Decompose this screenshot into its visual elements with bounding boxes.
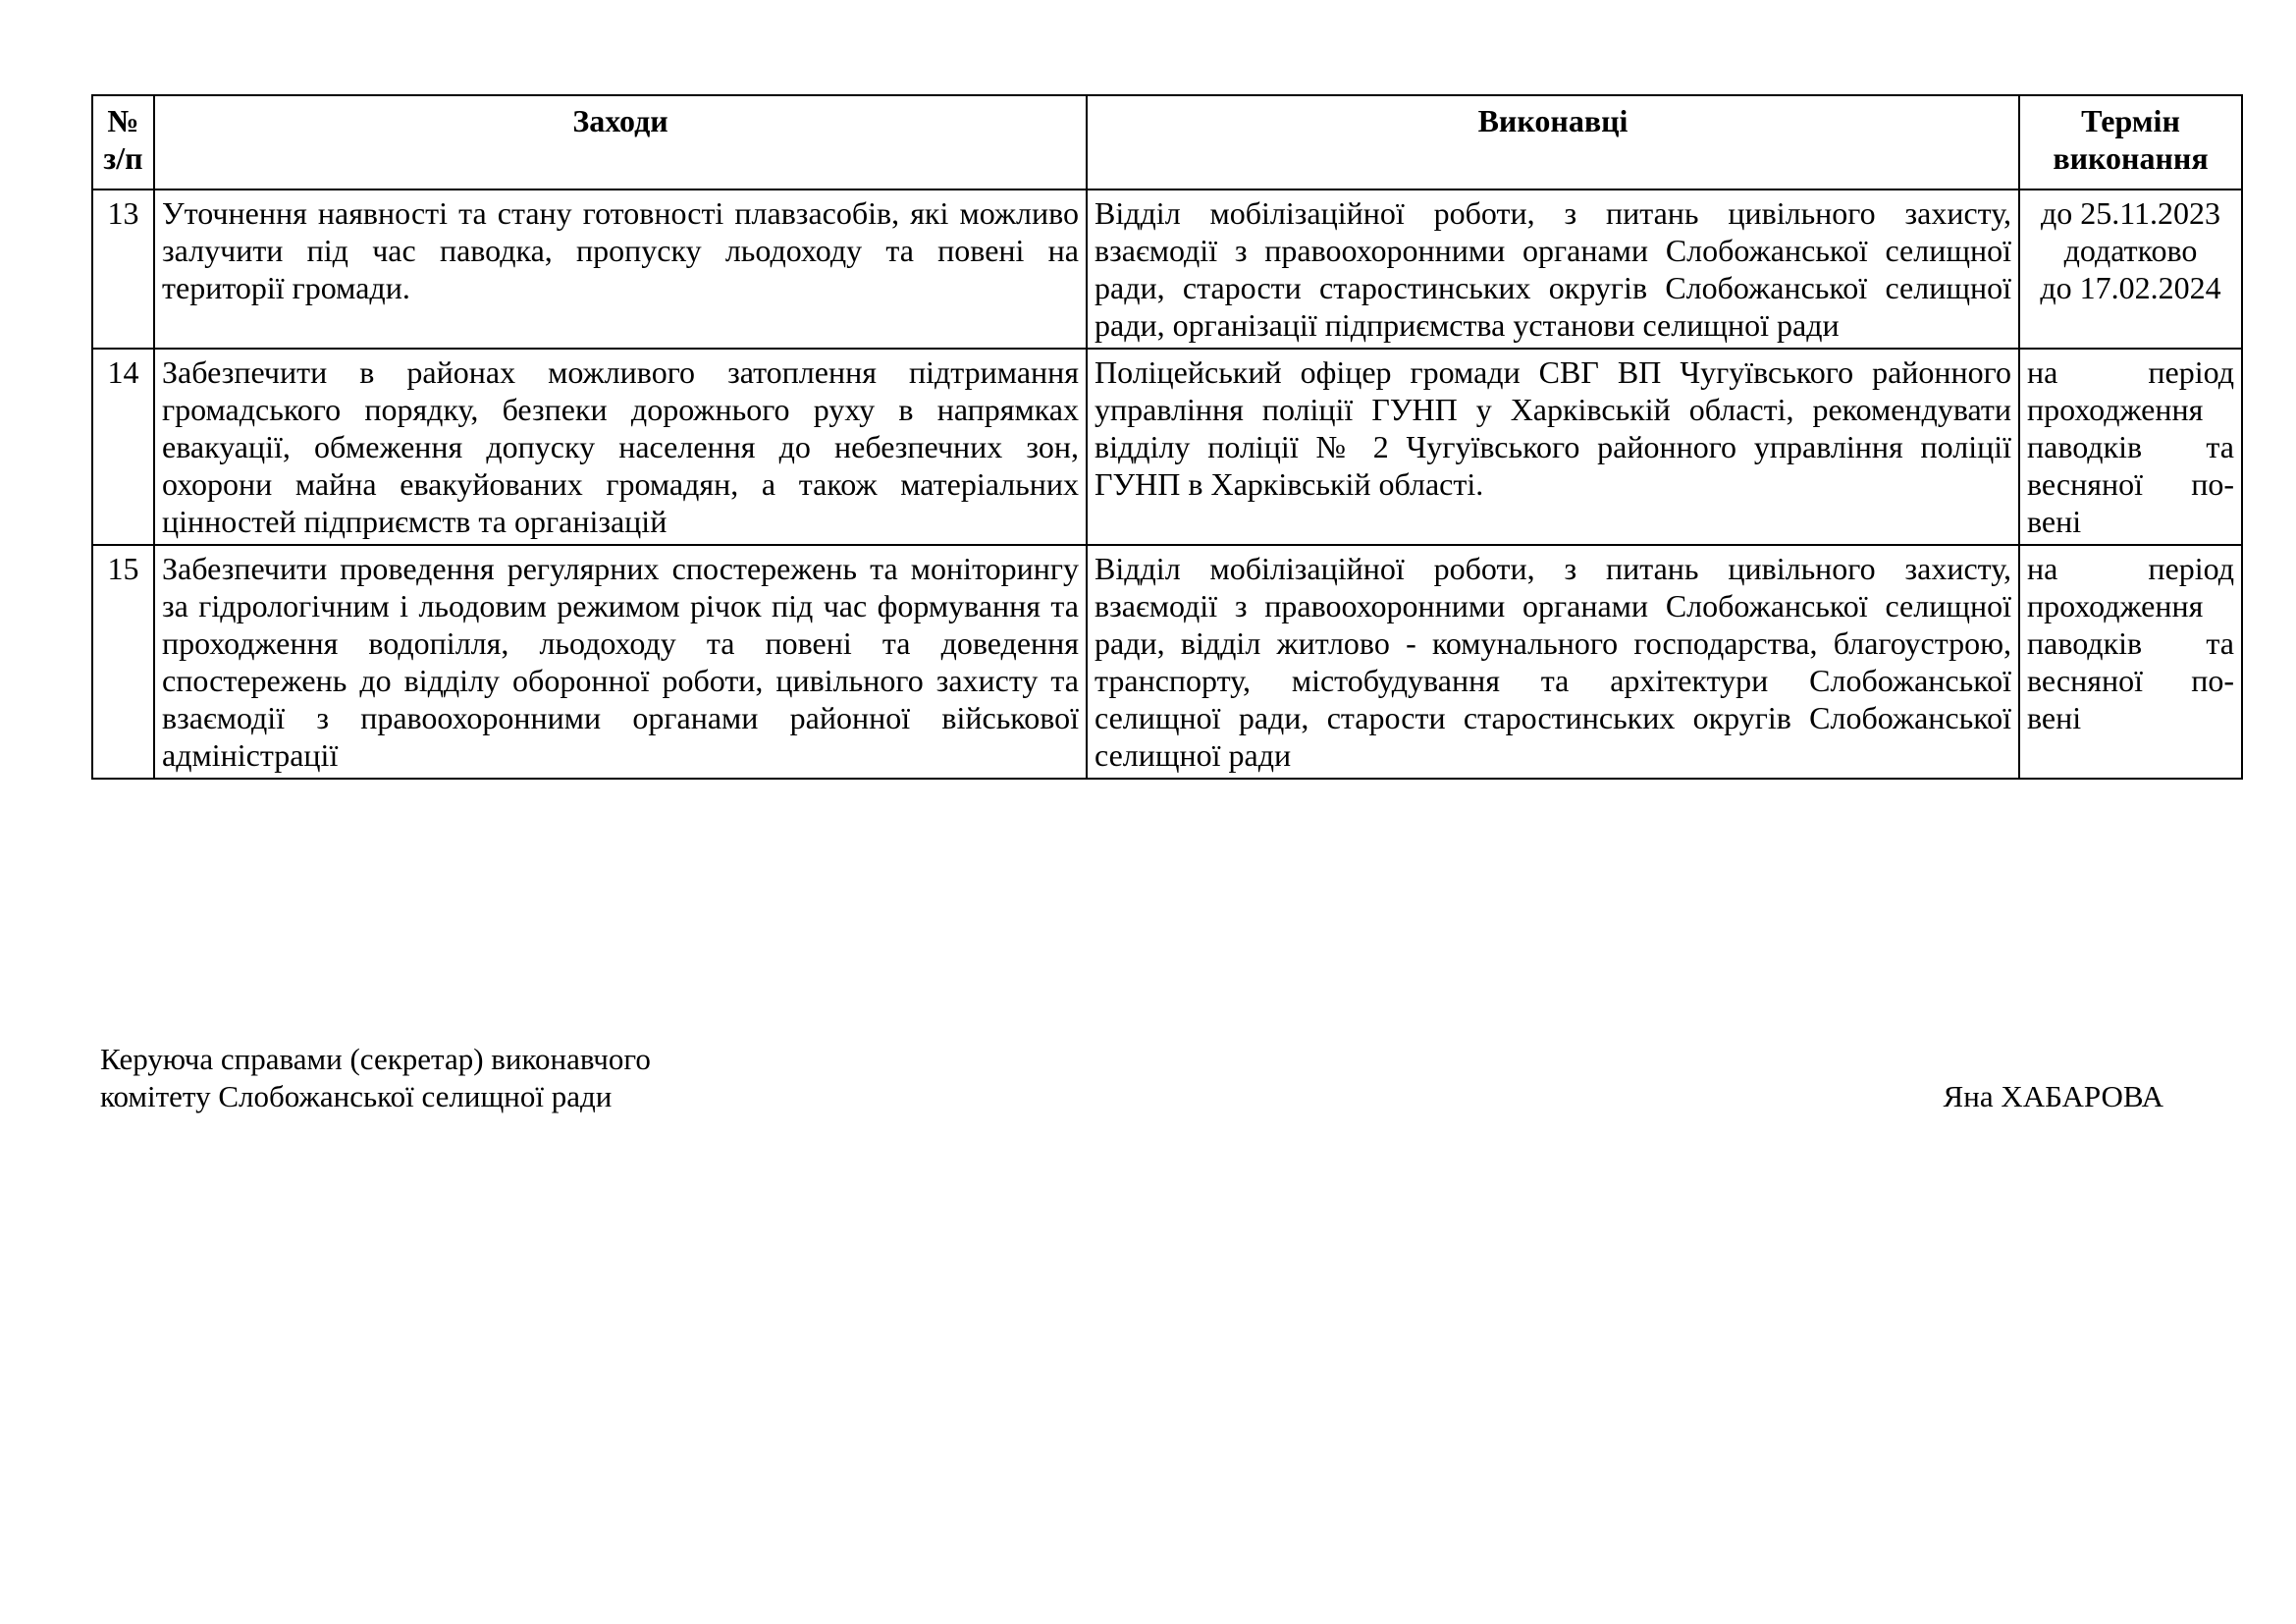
row-executor: Відділ мобілізаційної роботи, з питань цивільного захисту, взаємодії з правоохоронними органами Слобожанської селищної ради, відділ житлово - комунального господарства, благоустрою, транспорту, містобудування та архітектури Слобожанської селищної ради, старости старостинських округів Слобожанської селищної ради <box>1087 545 2019 779</box>
row-term-line: на період <box>2027 354 2234 390</box>
header-term <box>2019 95 2242 189</box>
row-term-line: до 17.02.2024 <box>2040 270 2221 305</box>
row-term-line: вені <box>2027 700 2082 735</box>
table-row <box>92 545 2242 779</box>
table-row <box>92 189 2242 349</box>
signatory-name: Яна ХАБАРОВА <box>1943 1079 2163 1113</box>
row-term-line: до 25.11.2023 <box>2040 195 2221 231</box>
row-term-line: проходження <box>2027 588 2204 623</box>
row-term-line: проходження <box>2027 392 2204 427</box>
row-term <box>2019 189 2242 349</box>
row-measure: Забезпечити проведення регулярних спостережень та моніторингу за гідрологічним і льодовим режимом річок під час формування та проходження водопілля, льодоходу та повені та доведення спостережень до відділу оборонної роботи, цивільного захисту та взаємодії з правоохоронними органами районної військової адміністрації <box>154 545 1087 779</box>
header-number-line1: № <box>107 103 139 138</box>
row-term-line: весняної по- <box>2027 466 2234 502</box>
row-term <box>2019 349 2242 545</box>
row-number: 14 <box>92 349 154 545</box>
measures-table <box>91 94 2243 780</box>
table-row <box>92 349 2242 545</box>
row-measure: Уточнення наявності та стану готовності плавзасобів, які можливо залучити під час паводка, пропуску льодоходу та повені на території громади. <box>154 189 1087 349</box>
row-term-line: паводків та <box>2027 625 2234 661</box>
row-executor: Відділ мобілізаційної роботи, з питань цивільного захисту, взаємодії з правоохоронними органами Слобожанської селищної ради, старости старостинських округів Слобожанської селищної ради, організації підприємства установи селищної ради <box>1087 189 2019 349</box>
row-number: 13 <box>92 189 154 349</box>
header-number-line2: з/п <box>103 140 143 176</box>
row-term-line: вені <box>2027 504 2082 539</box>
signatory-position <box>100 1041 984 1115</box>
header-term-line2: виконання <box>2053 140 2209 176</box>
row-number: 15 <box>92 545 154 779</box>
row-term-line: на період <box>2027 551 2234 586</box>
row-term <box>2019 545 2242 779</box>
row-term-line: додатково <box>2063 233 2198 268</box>
signatory-position-line2: комітету Слобожанської селищної ради <box>100 1079 613 1113</box>
header-term-line1: Термін <box>2081 103 2180 138</box>
row-term-line: паводків та <box>2027 429 2234 464</box>
header-number <box>92 95 154 189</box>
row-executor: Поліцейський офіцер громади СВГ ВП Чугуївського районного управління поліції ГУНП у Харківській області, рекомендувати відділу поліції № 2 Чугуївського районного управління поліції ГУНП в Харківській області. <box>1087 349 2019 545</box>
row-term-line: весняної по- <box>2027 663 2234 698</box>
header-executors: Виконавці <box>1087 95 2019 189</box>
row-measure: Забезпечити в районах можливого затоплення підтримання громадського порядку, безпеки дорожнього руху в напрямках евакуації, обмеження допуску населення до небезпечних зон, охорони майна евакуйованих громадян, а також матеріальних цінностей підприємств та організацій <box>154 349 1087 545</box>
table-header-row <box>92 95 2242 189</box>
signatory-position-line1: Керуюча справами (секретар) виконавчого <box>100 1042 651 1076</box>
header-measures: Заходи <box>154 95 1087 189</box>
